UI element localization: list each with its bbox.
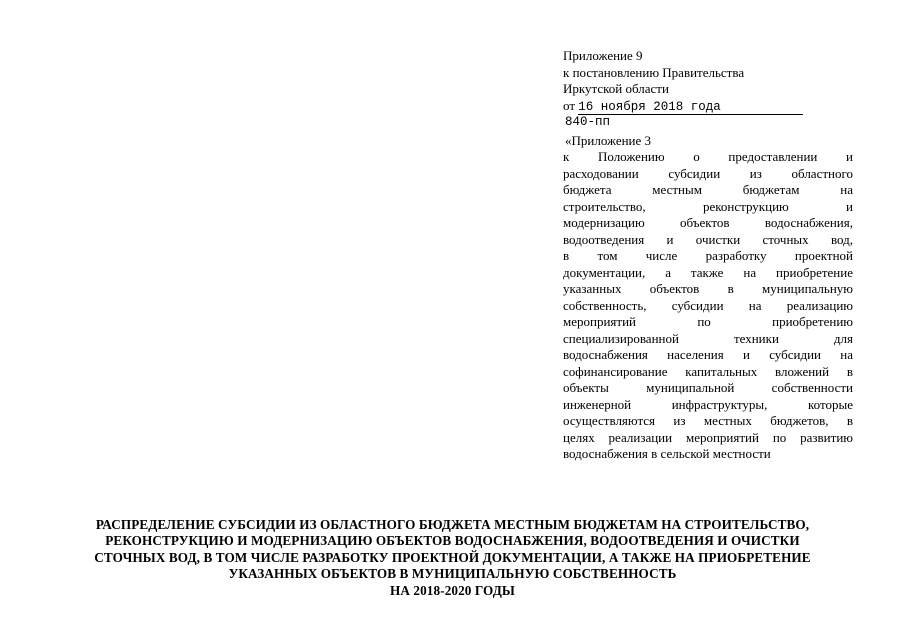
appendix-header xyxy=(563,48,853,463)
sub-appendix-line: документации, а также на приобретение xyxy=(563,264,853,280)
resolution-reference: к постановлению Правительства xyxy=(563,64,745,80)
sub-appendix-line: объекты муниципальной собственности xyxy=(563,380,853,395)
sub-appendix-line: бюджета местным бюджетам на xyxy=(563,182,853,197)
appendix-number: Приложение 9 xyxy=(563,48,643,63)
sub-appendix-line: осуществляются из местных бюджетов, в xyxy=(563,413,853,428)
date-prefix: от xyxy=(563,97,576,113)
title-line: УКАЗАННЫХ ОБЪЕКТОВ В МУНИЦИПАЛЬНУЮ СОБСТВЕННОСТЬ xyxy=(228,566,677,582)
sub-appendix-line: водоотведения и очистки сточных вод, xyxy=(563,231,853,247)
resolution-date-line xyxy=(563,98,853,115)
sub-appendix-line: в том числе разработку проектной xyxy=(563,248,853,263)
sub-appendix-text xyxy=(563,149,853,463)
title-line: РАСПРЕДЕЛЕНИЕ СУБСИДИИ ИЗ ОБЛАСТНОГО БЮДЖЕТА МЕСТНЫМ БЮДЖЕТАМ НА СТРОИТЕЛЬСТВО, xyxy=(95,517,810,532)
sub-appendix-line: специализированной техники для xyxy=(563,330,853,346)
sub-appendix-line: софинансирование капитальных вложений в xyxy=(563,363,853,379)
resolution-number: 840-пп xyxy=(565,114,611,129)
sub-appendix-line: модернизацию объектов водоснабжения, xyxy=(563,215,853,230)
title-line: НА 2018-2020 ГОДЫ xyxy=(390,582,515,598)
sub-appendix-line: расходовании субсидии из областного xyxy=(563,165,853,181)
sub-appendix-line: указанных объектов в муниципальную xyxy=(563,281,853,296)
sub-appendix-line: строительство, реконструкцию и xyxy=(563,198,853,214)
document-title xyxy=(0,517,905,599)
sub-appendix-line: мероприятий по приобретению xyxy=(563,314,853,329)
sub-appendix-title: «Приложение 3 xyxy=(565,132,652,148)
sub-appendix-line: инженерной инфраструктуры, которые xyxy=(563,396,853,412)
sub-appendix-line: водоснабжения в сельской местности xyxy=(563,446,771,461)
title-line: РЕКОНСТРУКЦИЮ И МОДЕРНИЗАЦИЮ ОБЪЕКТОВ ВОДОСНАБЖЕНИЯ, ВОДООТВЕДЕНИЯ И ОЧИСТКИ xyxy=(105,533,800,549)
sub-appendix-line: целях реализации мероприятий по развитию xyxy=(563,429,853,445)
region-name: Иркутской области xyxy=(563,81,669,96)
sub-appendix-line: собственность, субсидии на реализацию xyxy=(563,297,853,313)
sub-appendix-line: водоснабжения населения и субсидии на xyxy=(563,347,853,362)
resolution-date: 16 ноября 2018 года xyxy=(578,100,803,115)
sub-appendix-line: к Положению о предоставлении и xyxy=(563,149,853,164)
title-line: СТОЧНЫХ ВОД, В ТОМ ЧИСЛЕ РАЗРАБОТКУ ПРОЕКТНОЙ ДОКУМЕНТАЦИИ, А ТАКЖЕ НА ПРИОБРЕТЕНИЕ xyxy=(94,549,811,565)
